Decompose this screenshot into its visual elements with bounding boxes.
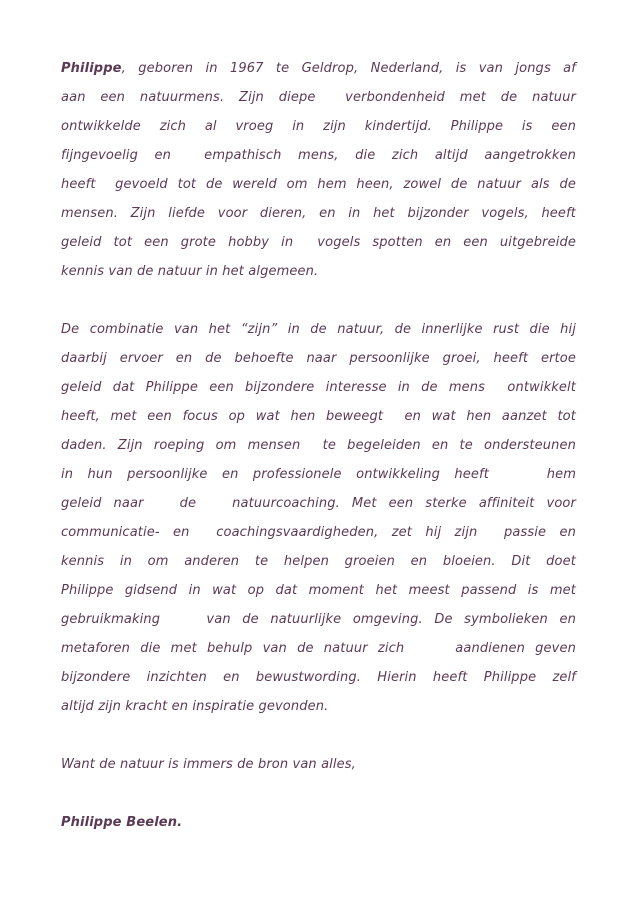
text-line [61,750,576,779]
text-segment: gebruikmaking van de natuurlijke omgeving. De symbolieken en [61,612,576,627]
text-segment: , geboren in 1967 te Geldrop, Nederland, is van jongs af [121,61,576,76]
text-line [61,663,576,692]
text-segment: fijngevoelig en empathisch mens, die zich altijd aangetrokken [61,148,576,163]
text-segment: heeft gevoeld tot de wereld om hem heen, zowel de natuur als de [61,177,576,192]
text-line [61,605,576,634]
text-segment: daarbij ervoer en de behoefte naar persoonlijke groei, heeft ertoe [61,351,576,366]
closing-line [61,750,576,779]
text-line [61,460,576,489]
text-line [61,112,576,141]
bold-text-segment: Philippe [61,61,122,76]
bold-text-segment: Philippe Beelen. [61,815,183,830]
text-line [61,54,576,83]
text-line [61,344,576,373]
text-segment: ontwikkelde zich al vroeg in zijn kindertijd. Philippe is een [61,119,576,134]
text-segment: heeft, met een focus op wat hen beweegt en wat hen aanzet tot [61,409,576,424]
document-body [61,54,576,837]
text-line [61,634,576,663]
text-line [61,257,576,286]
text-line [61,170,576,199]
text-segment: metaforen die met behulp van de natuur zich aandienen geven [61,641,576,656]
text-segment: geleid tot een grote hobby in vogels spotten en een uitgebreide [61,235,576,250]
text-line [61,402,576,431]
text-segment: kennis van de natuur in het algemeen. [61,264,319,279]
text-segment: altijd zijn kracht en inspiratie gevonden. [61,699,329,714]
text-line [61,199,576,228]
text-segment: bijzondere inzichten en bewustwording. Hierin heeft Philippe zelf [61,670,576,685]
text-line [61,373,576,402]
text-segment: aan een natuurmens. Zijn diepe verbondenheid met de natuur [61,90,576,105]
text-segment: mensen. Zijn liefde voor dieren, en in het bijzonder vogels, heeft [61,206,576,221]
text-segment: geleid dat Philippe een bijzondere interesse in de mens ontwikkelt [61,380,576,395]
text-line [61,315,576,344]
text-segment: geleid naar de natuurcoaching. Met een sterke affiniteit voor [61,496,576,511]
text-line [61,489,576,518]
text-segment: communicatie- en coachingsvaardigheden, zet hij zijn passie en [61,525,576,540]
intro-paragraph [61,54,576,286]
text-line [61,576,576,605]
text-line [61,228,576,257]
text-segment: De combinatie van het “zijn” in de natuur, de innerlijke rust die hij [61,322,576,337]
signature-line [61,808,576,837]
text-segment: kennis in om anderen te helpen groeien en bloeien. Dit doet [61,554,576,569]
text-segment: Want de natuur is immers de bron van alles, [61,757,356,772]
text-line [61,518,576,547]
text-segment: in hun persoonlijke en professionele ontwikkeling heeft hem [61,467,576,482]
text-segment: daden. Zijn roeping om mensen te begeleiden en te ondersteunen [61,438,576,453]
text-segment: Philippe gidsend in wat op dat moment het meest passend is met [61,583,576,598]
text-line [61,141,576,170]
main-paragraph [61,315,576,721]
text-line [61,692,576,721]
text-line [61,431,576,460]
text-line [61,547,576,576]
text-line [61,808,576,837]
text-line [61,83,576,112]
